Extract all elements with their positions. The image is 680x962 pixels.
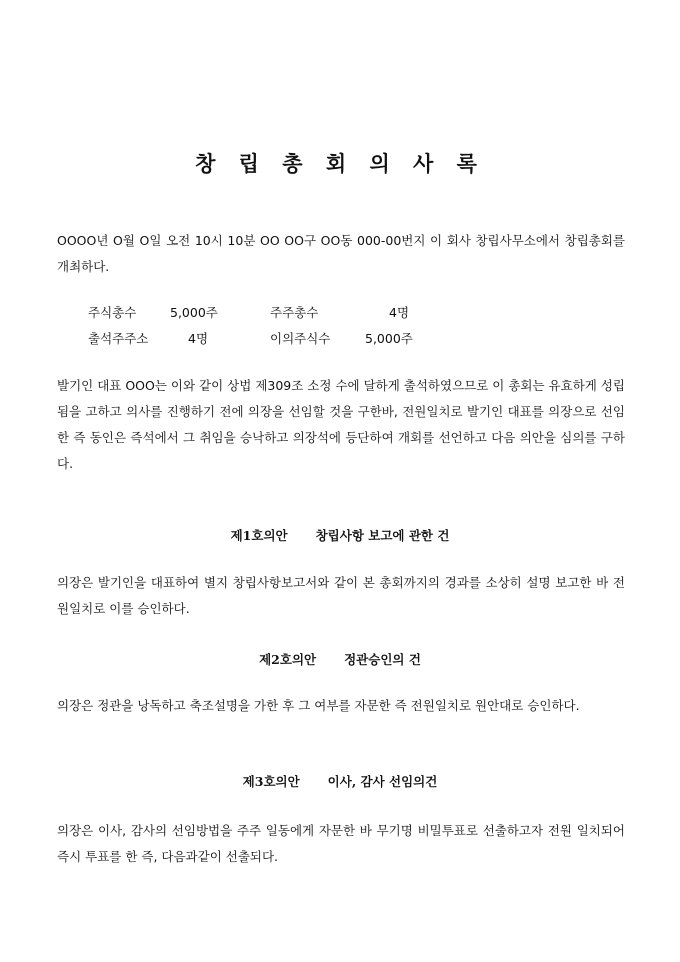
total-shareholders-label: 주주총수 [270, 305, 319, 320]
agenda-2-body: 의장은 정관을 낭독하고 축조설명을 가한 후 그 여부를 자문한 즉 전원일치로 원안대로 승인하다. [57, 698, 580, 713]
agenda-1-body: 의장은 발기인을 대표하여 별지 창립사항보고서와 같이 본 총회까지의 경과를 소상히 설명 보고한 바 전원일치로 이를 승인하다. [57, 575, 625, 616]
agenda-1-subject: 창립사항 보고에 관한 건 [315, 528, 450, 543]
agenda-2-number: 제2호의안 [259, 652, 317, 667]
objecting-shares-value: 5,000주 [365, 331, 413, 346]
total-shares-value: 5,000주 [170, 305, 218, 320]
agenda-3-heading [0, 772, 680, 790]
agenda-1-number: 제1호의안 [230, 528, 288, 543]
share-stats [88, 300, 449, 352]
total-shareholders-value: 4명 [389, 305, 410, 320]
agenda-3-number: 제3호의안 [242, 774, 300, 789]
objecting-shares-label: 이의주식수 [270, 331, 331, 346]
document-title: 창 립 총 회 의 사 록 [195, 151, 485, 176]
opening-paragraph: 발기인 대표 OOO는 이와 같이 상법 제309조 소정 수에 달하게 출석하였으므로 이 총회는 유효하게 성립됨을 고하고 의사를 진행하기 전에 의장을 선임할 것을 구한바, 전원일치로 발기인 대표를 의장으로 선임한 즉 동인은 즉석에서 그 취임을 승낙하고 의장석에 등단하여 개회를 선언하고 다음 의안을 심의를 구하다. [57, 378, 625, 471]
agenda-3-body: 의장은 이사, 감사의 선임방법을 주주 일동에게 자문한 바 무기명 비밀투표로 선출하고자 전원 일치되어 즉시 투표를 한 즉, 다음과같이 선출되다. [57, 823, 625, 864]
agenda-2-heading [0, 650, 680, 668]
attending-shareholders-value: 4명 [188, 331, 209, 346]
attending-shareholders-label: 출석주주소 [88, 331, 149, 346]
agenda-2-subject: 정관승인의 건 [344, 652, 421, 667]
total-shares-label: 주식총수 [88, 305, 137, 320]
intro-paragraph: OOOO년 O월 O일 오전 10시 10분 OO OO구 OO동 000-00번지 이 회사 창립사무소에서 창립총회를 개최하다. [57, 233, 625, 274]
agenda-1-heading [0, 526, 680, 544]
agenda-3-subject: 이사, 감사 선임의건 [327, 774, 438, 789]
stat-row-2 [88, 326, 449, 352]
stat-row-1 [88, 300, 449, 326]
